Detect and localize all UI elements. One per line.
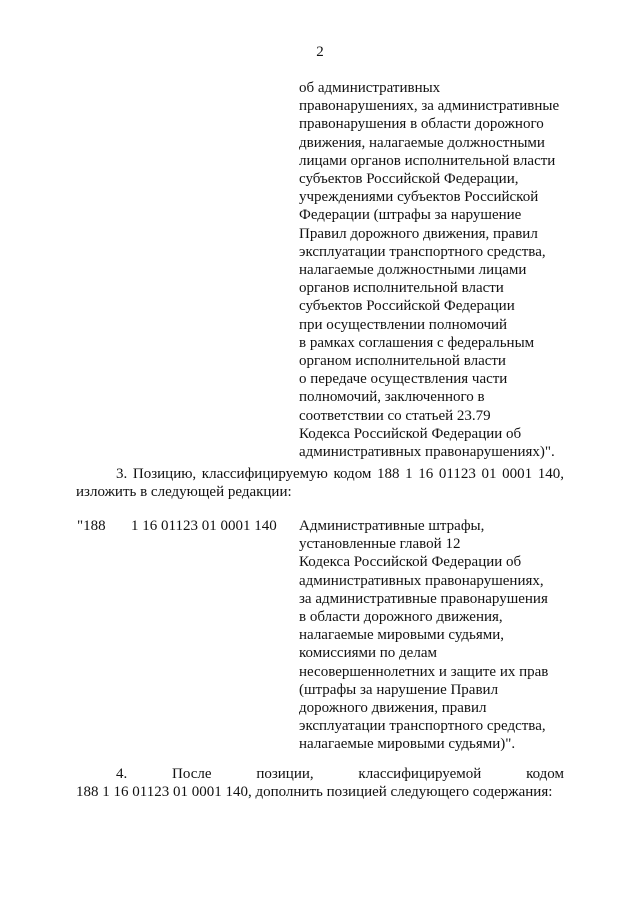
table-row-code-income: 1 16 01123 01 0001 140 xyxy=(131,518,277,534)
item-3-line-1: 3. Позицию, классифицируемую кодом 188 1 16 01123 01 0001 140, xyxy=(116,466,564,482)
item-3-line-2: изложить в следующей редакции: xyxy=(76,484,292,501)
table-row-description: Административные штрафы, установленные главой 12 Кодекса Российской Федерации об административных правонарушениях, за административные правонарушения в области дорожного движения, налагаемые мировыми судьями, комиссиями по делам несовершеннолетних и защите их прав (штрафы за нарушение Правил дорожного движения, правил эксплуатации транспортного средства, налагаемые мировыми судьями)". xyxy=(299,518,549,753)
item-4-line-2: 188 1 16 01123 01 0001 140, дополнить позицией следующего содержания: xyxy=(76,784,553,801)
continued-position-text: об административных правонарушениях, за административные правонарушения в области дорожного движения, налагаемые должностными лицами органов исполнительной власти субъектов Российской Федерации, учреждениями субъектов Российской Федерации (штрафы за нарушение Правил дорожного движения, правил эксплуатации транспортного средства, налагаемые должностными лицами органов исполнительной власти субъектов Российской Федерации при осуществлении полномочий в рамках соглашения с федеральным органом исполнительной власти о передаче осуществления части полномочий, заключенного в соответствии со статьей 23.79 Кодекса Российской Федерации об административных правонарушениях)". xyxy=(299,80,560,461)
page-number: 2 xyxy=(316,44,324,60)
item-3-paragraph xyxy=(76,465,564,501)
item-4-line-1: 4. После позиции, классифицируемой кодом xyxy=(116,766,564,782)
item-4-paragraph xyxy=(76,765,564,801)
table-row-code-admin: "188 xyxy=(77,518,106,534)
